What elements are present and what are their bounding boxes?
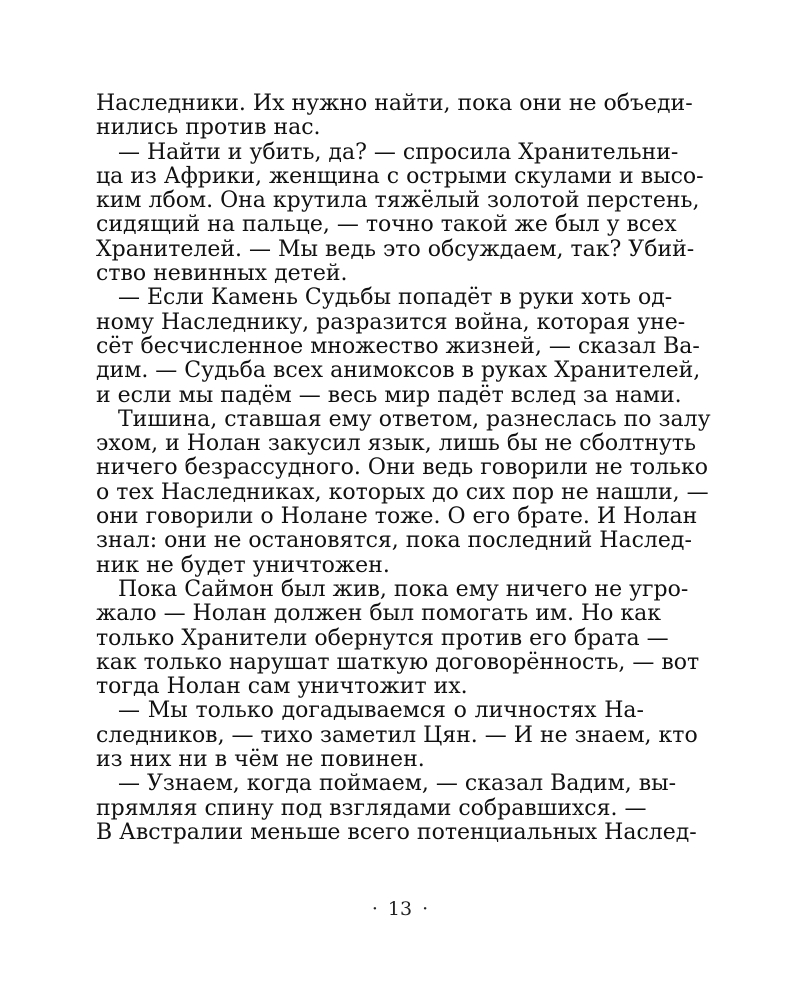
text-line: тогда Нолан сам уничтожит их. bbox=[96, 674, 468, 700]
text-line: Пока Саймон был жив, пока ему ничего не угро- bbox=[118, 576, 689, 602]
body-text bbox=[96, 91, 711, 845]
text-line: Тишина, ставшая ему ответом, разнеслась по залу bbox=[118, 406, 711, 432]
text-line: они говорили о Нолане тоже. О его брате. И Нолан bbox=[96, 504, 698, 530]
text-line: ник не будет уничтожен. bbox=[96, 552, 390, 578]
text-line: Хранителей. — Мы ведь это обсуждаем, так? Убий- bbox=[96, 236, 695, 262]
text-line: и если мы падём — весь мир падёт вслед за нами. bbox=[96, 382, 682, 408]
text-line: из них ни в чём не повинен. bbox=[96, 747, 425, 773]
text-line: — Если Камень Судьбы попадёт в руки хоть од- bbox=[118, 285, 673, 311]
text-line: Наследники. Их нужно найти, пока они не объеди- bbox=[96, 91, 693, 116]
text-line: — Найти и убить, да? — спросила Хранительни- bbox=[118, 139, 679, 165]
text-line: эхом, и Нолан закусил язык, лишь бы не сболтнуть bbox=[96, 431, 696, 457]
text-line: ца из Африки, женщина с острыми скулами и высо- bbox=[96, 163, 704, 189]
text-line: жало — Нолан должен был помогать им. Но как bbox=[96, 601, 661, 627]
text-line: прямляя спину под взглядами собравшихся. — bbox=[96, 795, 647, 821]
page-number-dot-right: · bbox=[422, 898, 429, 920]
text-line: — Мы только догадываемся о личностях На- bbox=[118, 698, 644, 724]
text-line: сёт бесчисленное множество жизней, — сказал Ва- bbox=[96, 333, 700, 359]
text-line: как только нарушат шаткую договорённость, — вот bbox=[96, 649, 700, 675]
text-line: о тех Наследниках, которых до сих пор не нашли, — bbox=[96, 479, 709, 505]
text-line: только Хранители обернутся против его брата — bbox=[96, 625, 669, 651]
text-line: ничего безрассудного. Они ведь говорили не только bbox=[96, 455, 709, 481]
text-line: В Австралии меньше всего потенциальных Наслед- bbox=[96, 819, 697, 845]
text-line: — Узнаем, когда поймаем, — сказал Вадим, вы- bbox=[118, 771, 677, 797]
page-number-dot-left: · bbox=[371, 898, 378, 920]
text-line: знал: они не остановятся, пока последний Наслед- bbox=[96, 528, 692, 554]
page-number-footer bbox=[0, 898, 800, 920]
text-line: ство невинных детей. bbox=[96, 261, 348, 287]
page-number: 13 bbox=[387, 898, 413, 920]
text-line: ному Наследнику, разразится война, которая уне- bbox=[96, 309, 686, 335]
text-line: ким лбом. Она крутила тяжёлый золотой перстень, bbox=[96, 188, 700, 214]
text-line: следников, — тихо заметил Цян. — И не знаем, кто bbox=[96, 722, 698, 748]
text-line: сидящий на пальце, — точно такой же был у всех bbox=[96, 212, 677, 238]
text-line: дим. — Судьба всех анимоксов в руках Хранителей, bbox=[96, 358, 701, 384]
text-line: нились против нас. bbox=[96, 115, 321, 141]
